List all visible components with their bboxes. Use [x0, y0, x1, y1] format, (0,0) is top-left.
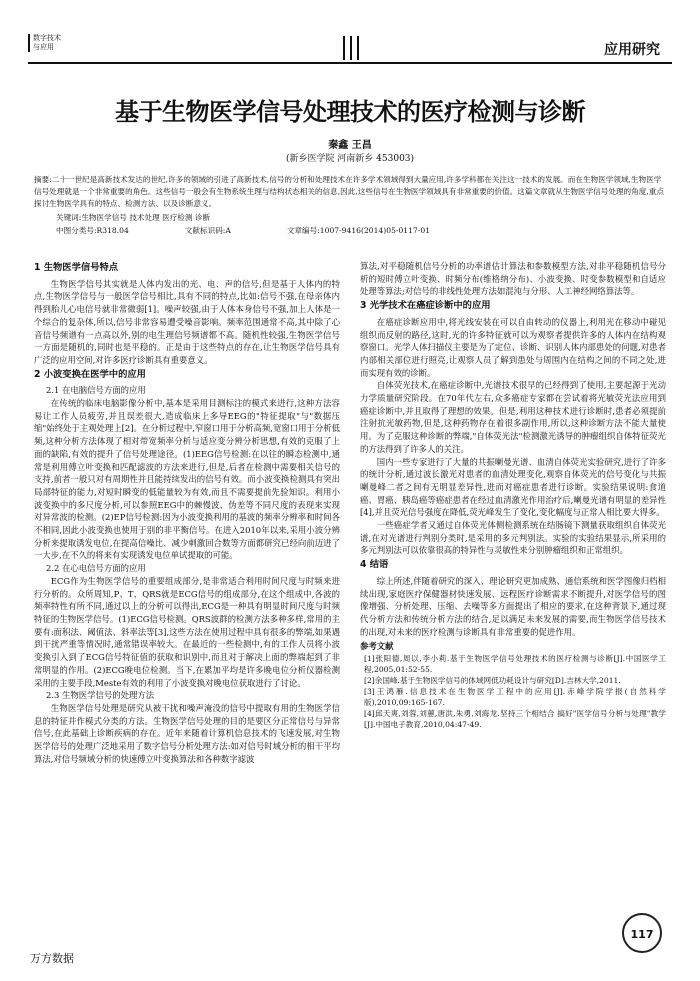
footer-source: 万方数据 [30, 952, 74, 965]
subsection-heading: 2.3 生物医学信号的处理方法 [46, 690, 155, 701]
article-meta [56, 225, 430, 236]
journal-mark: 数字技术 与应用 [28, 34, 61, 52]
reference-item: [2]余国峰.基于生物医学信号的体域网低功耗设计与研究[D].吉林大学,2011. [364, 676, 621, 686]
header-rule [28, 62, 672, 64]
paragraph: 综上所述,伴随着研究的深入、理论研究更加成熟、通信系统和医学图像归档相续出现,家庭医疗保健器材快速发展、远程医疗诊断需求不断提升,对医学信号的图像增强、分析处理、压缩、去噪等多方面提出了相应的要求,在这种背景下,通过现代分析方法和传统分析方法的结合,足以满足未来发展的需要,而生物医学信号技术的出现,对未来的医疗检测与诊断具有非常重要的促进作用。 [360, 575, 666, 637]
paragraph: 自体荧光技术,在癌症诊断中,光谱技术很早的已经得到了使用,主要起源于光动力学质量研究阶段。在70年代左右,众多癌症专家都在尝试着将光敏荧光法应用到癌症诊断中,并且取得了理想的效果。但是,利用这种技术进行诊断时,患者必须提前注射抗光敏药物,但是,这种药物存在着很多副作用,所以,这种诊断方法不能大量使用。为了克服这种诊断的弊端,"自体荧光法"检测激光诱导的肿瘤组织自体特征荧光的方法得到了许多人的关注。 [360, 380, 666, 454]
paragraph: 生物医学信号其实就是人体内发出的光、电、声的信号,但是基于人体内的特点,生物医学信号与一般医学信号相比,具有不同的特点,比如:信号不强,在母亲体内得到胎儿心电信号就非常微弱[1]。噪声较强,由于人体本身信号不强,加上人体是一个综合的复杂体,所以,信号非常容易遭受噪音影响。频率范围通常不高,其中除了心音信号频谱有一点高以外,别的电生理信号频谱都不高。随机性较强,生物医学信号一方面是随机的,同时也是平稳的。正是由于这些特点的存在,让生物医学信号具有广泛的应用空间,对许多医疗诊断具有重要意义。 [34, 278, 340, 365]
paragraph: 一些癌症学者又通过自体荧光体侧检测系统在结肠镜下测量获取组织自体荧光谱,在对光谱进行判别分类时,是采用的多元判别法。实验的实验结果显示,所采用的多元判别法可以依靠很高的特异性与灵敏性来分别肿瘤组织和正常组织。 [360, 520, 666, 556]
subsection-heading: 2.1 在电脑信号方面的应用 [46, 385, 146, 396]
reference-item: [1]张阳德,周以,李小莉.基于生物医学信号处理技术的医疗检测与诊断[J].中国医学工程,2005,01:52-55. [364, 654, 666, 675]
affiliation: (新乡医学院 河南新乡 453003) [285, 154, 415, 164]
subsection-heading: 2.2 在心电信号方面的应用 [46, 563, 146, 574]
section-heading: 3 光学技术在癌症诊断中的应用 [360, 300, 491, 312]
reference-item: [4]邱天爽,刘蓉,刘蕙,唐洪,朱勇,刘海龙.坚持三个相结合 搞好"医学信号分析与处理"教学[J].中国电子教育,2010,04:47-49. [364, 709, 666, 730]
reference-item: [3]王鸿雁.信息技术在生物医学工程中的应用[J].赤峰学院学报(自然科学版),2010,09:165-167. [364, 687, 666, 708]
doc-code: 文献标识码:A [184, 226, 231, 235]
keywords: 关键词:生物医学信号 技术处理 医疗检测 诊断 [56, 213, 211, 222]
header-bars [343, 36, 364, 64]
paragraph: 在传统的临床电脑影像分析中,基本是采用目测标注的模式来进行,这种方法容易让工作人员疲劳,并且误差很大,造成临床上多导EEG的"特征提取"与"数据压缩"始终处于主观处理上[2]。在分析过程中,窄窗口用于分析高频,宽窗口用于分析低频,这种分析方法体现了相对带宽频率分析与适应变分辨分析思想,有效的克服了上面的缺陷,有效的提升了信号处理途径。(1)EEG信号检测:在以往的瞬态检测中,通常是利用傅立叶变换和匹配滤波的方法来进行,但是,后者在检测中需要相关信号的支持,前者一般只对有周期性并且能持续发出的信号有效。而小波变换检测具有突出局部特征的能力,对短时瞬变的低能量较为有效,而且不需要提前先验知识。利用小波变换中的多尺度分析,可以参照EEG中的棘慢波、伪差等不同尺度的表现来实现对异常波的检测。(2)EP信号检测:因为小波变换利用的基波的频率分辨率和时间各不相同,因此小波变换也使用于别的非平衡信号。在进入2010年以来,采用小波分辨分析来提取诱发电位,在提高信噪比、减少刺激回合数等方面都研究已经向前迈进了一大步,在不久的将来有实现诱发电位单试提取的可能。 [34, 398, 340, 561]
paragraph: 在癌症诊断应用中,将光线安装在可以自由转动的仪器上,利用光在移动中碰见组织而反射的路径,这时,光的许多特征就可以为观察者提供许多的人体内在结构观察窗口。光学人体扫描仪主要是为了定位、诊断、识别人体内部患处的问题,对患者内部相关部位进行照亮,让观察人员了解到患处与周围内在结构之间的不同之处,进而实现有效的诊断。 [360, 316, 666, 378]
running-header [28, 34, 672, 64]
section-label: 应用研究 [604, 42, 660, 58]
clc-number: 中图分类号:R318.04 [56, 226, 129, 235]
left-column [34, 260, 340, 765]
right-column [360, 260, 666, 730]
section-heading: 1 生物医学信号特点 [34, 262, 119, 273]
authors: 秦鑫 王昌 [328, 140, 372, 151]
paragraph: 生物医学信号处理是研究从被干扰和噪声淹没的信号中提取有用的生物医学信息的特征并作模式分类的方法。生物医学信号处理的目的是要区分正常信号与异常信号,在此基础上诊断疾病的存在。近年来随着计算机信息技术的飞速发展,对生物医学信号的处理广泛地采用了数字信号分析处理方法:如对信号时域分析的相干平均算法,对信号频域分析的快速傅立叶变换算法和各种数字滤波 [34, 702, 340, 764]
article-title: 基于生物医学信号处理技术的医疗检测与诊断 [115, 98, 585, 126]
paragraph: 算法,对平稳随机信号分析的功率谱估计算法和参数模型方法,对非平稳随机信号分析的短时傅立叶变换、时频分布(维格纳分布)、小波变换、时变参数模型和自适应处理等算法;对信号的非线性处理方法如混沌与分形、人工神经网络算法等。 [360, 261, 666, 297]
article-number: 文章编号:1007-9416(2014)05-0117-01 [286, 226, 431, 235]
abstract: 摘要:二十一世纪是高新技术发达的世纪,许多的领域的引进了高新技术,信号的分析和处理技术在许多学术领域得到大量应用,许多学科都在关注这一技术的发展。而在生物医学领域,生物医学信号处理就是一个非常重要的角色。这些信号一般会有生物系统生理与结构状态相关的信息,因此,这些信号在生物医学领域具有非常重要的价值。这篇文章就从生物医学信号处理的角度,重点探讨生物医学具有的特点、检测方法、以及诊断意义。 [34, 175, 664, 208]
paragraph: 国内一些专家进行了大量的共振喇曼光谱、血清自体荧光实验研究,进行了许多的统计分析,通过波长激光对患者的血清处理变化,观察自体荧光的信号变化与共振喇曼峰二者之间有无明显差异性,进而对癌症患者进行诊断。实验结果说明:食道癌、胃癌、胰岛癌等癌症患者在经过血清激光作用治疗后,喇曼光谱有明显的差异性[4],并且荧光信号强度在降低,荧光峰发生了变化,变化幅度与正常人相比要大得多。 [360, 456, 666, 518]
section-heading: 4 结语 [360, 559, 389, 571]
page-number-seal: 117 [622, 913, 662, 953]
paragraph: ECG作为生物医学信号的重要组成部分,是非常适合利用时间尺度与时频来进行分析的。众所周知,P、T、QRS就是ECG信号的组成部分,在这个组成中,各波的频率特性有所不同,通过以上的分析可以得出,ECG是一种具有明显时间尺度与时频特征的生物医学信号。(1)ECG信号检测。QRS波群的检测方法多种多样,常用的主要有:面积法、阈值法、斜率法等[3],这些方法在使用过程中具有很多的弊端,如果遇到干扰严重等情况时,通常错误率较大。在最近的一些检测中,有的工作人员将小波变换引入到了ECG信号特征值的获取和识别中,而且对于解决上面的弊端起到了非常明显的作用。(2)ECG晚电位检测。当下,在累加平均是许多晚电位分析仪器检测采用的主要手段,Meste有效的利用了小波变换对晚电位获取进行了讨论。 [34, 575, 340, 688]
references-heading: 参考文献 [360, 641, 394, 652]
section-heading: 2 小波变换在医学中的应用 [34, 368, 146, 380]
